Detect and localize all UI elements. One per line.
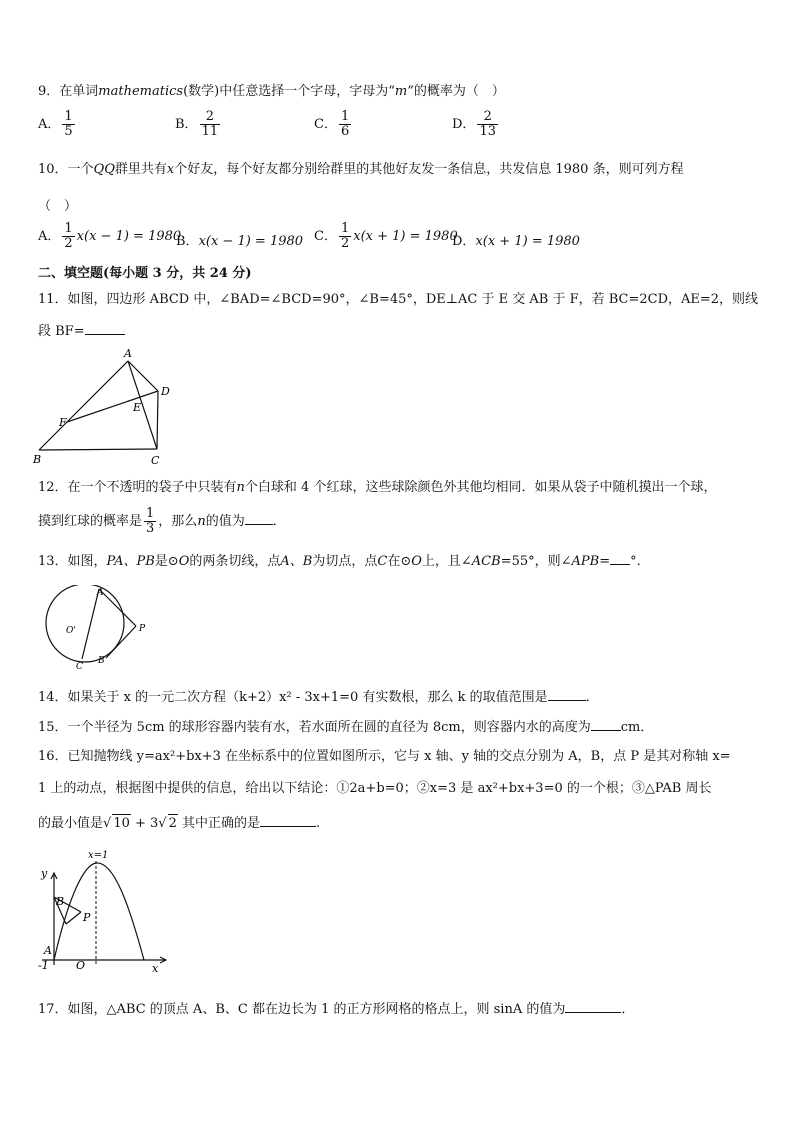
label-f: F <box>59 416 67 429</box>
label-p: P <box>83 911 91 924</box>
label-p: P <box>139 624 146 634</box>
q10-option-b: B．x(x − 1) = 1980 <box>176 234 304 249</box>
label-b: B <box>56 895 65 908</box>
answer-blank-16[interactable] <box>260 814 316 827</box>
question-16-line1: 16．已知抛物线 y=ax²+bx+3 在坐标系中的位置如图所示，它与 x 轴、y 轴的交点分别为 A，B，点 P 是其对称轴 x= <box>38 749 731 764</box>
q9-option-c: C． $\frac{1}{6}$ <box>314 109 350 139</box>
label-c: C <box>151 454 160 467</box>
question-13-stem: 13．如图，PA、PB是⊙O的两条切线，点A、B为切点，点C在⊙O上，且∠ACB=55°，则∠APB= °． <box>38 554 650 569</box>
label-a: A <box>97 588 104 598</box>
figure-circle-tangents <box>40 585 160 670</box>
label-b: B <box>98 656 105 666</box>
q10-option-d: D．x(x + 1) = 1980 <box>452 234 580 249</box>
label-c: C <box>76 662 83 670</box>
q9-option-a: A． $\frac{1}{5}$ <box>38 109 73 139</box>
question-15-stem: 15．一个半径为 5cm 的球形容器内装有水，若水面所在圆的直径为 8cm，则容器内水的高度为 cm． <box>38 720 654 735</box>
section-title: 二、填空题(每小题 3 分，共 24 分) <box>38 266 252 281</box>
label-b: B <box>33 453 42 466</box>
label-axis-eq: x=1 <box>88 850 109 861</box>
label-minus1: -1 <box>38 959 49 972</box>
q9-option-b: B． $\frac{2}{11}$ <box>175 109 219 139</box>
label-a: A <box>124 347 132 360</box>
question-17-stem: 17．如图，△ABC 的顶点 A、B、C 都在边长为 1 的正方形网格的格点上，则 sinA 的值为 ． <box>38 1002 635 1017</box>
label-o: O <box>76 959 86 972</box>
figure-parabola <box>34 845 179 973</box>
answer-blank-11[interactable] <box>85 322 125 335</box>
answer-blank-17[interactable] <box>565 1000 621 1013</box>
answer-blank-13[interactable] <box>610 552 630 565</box>
q10-option-c: C． $\frac{1}{2}$ x(x + 1) = 1980 <box>314 221 458 251</box>
answer-blank-12[interactable] <box>245 512 273 525</box>
question-9-stem: 9．在单词mathematics(数学)中任意选择一个字母，字母为“m”的概率为（ ） <box>38 84 505 99</box>
question-11-line2: 段 BF= <box>38 322 125 341</box>
answer-blank-14[interactable] <box>548 688 586 701</box>
question-12-line1: 12．在一个不透明的袋子中只装有n个白球和 4 个红球，这些球除颜色外其他均相同．如果从袋子中随机摸出一个球， <box>38 480 717 495</box>
q10-option-a: A． $\frac{1}{2}$ x(x − 1) = 1980 <box>38 221 182 251</box>
label-o: O' <box>66 626 76 636</box>
answer-blank-15[interactable] <box>591 718 621 731</box>
label-d: D <box>161 385 170 398</box>
label-a: A <box>44 944 52 957</box>
question-10-paren: （ ） <box>38 199 78 214</box>
question-16-line3: 的最小值是√ 10 + 3√ 2 其中正确的是 . <box>38 816 321 831</box>
q9-option-d: D． $\frac{2}{13}$ <box>452 109 496 139</box>
question-16-line2: 1 上的动点，根据图中提供的信息，给出以下结论：①2a+b=0；②x=3 是 ax²+bx+3=0 的一个根；③△PAB 周长 <box>38 781 712 796</box>
question-10-stem: 10．一个QQ群里共有x个好友，每个好友都分别给群里的其他好友发一条信息，共发信息 1980 条，则可列方程 <box>38 162 684 177</box>
label-y: y <box>41 867 48 880</box>
label-x: x <box>152 962 159 973</box>
figure-quadrilateral-abcd <box>30 345 180 470</box>
question-12-line2: 摸到红球的概率是 $\frac{1}{3}$ ，那么n的值为 ． <box>38 506 286 536</box>
label-e: E <box>133 401 142 414</box>
question-11-line1: 11．如图，四边形 ABCD 中，∠BAD=∠BCD=90°，∠B=45°，DE⊥AC 于 E 交 AB 于 F，若 BC=2CD，AE=2，则线 <box>38 292 759 307</box>
question-14-stem: 14．如果关于 x 的一元二次方程（k+2）x² - 3x+1=0 有实数根，那么 k 的取值范围是 ． <box>38 690 599 705</box>
